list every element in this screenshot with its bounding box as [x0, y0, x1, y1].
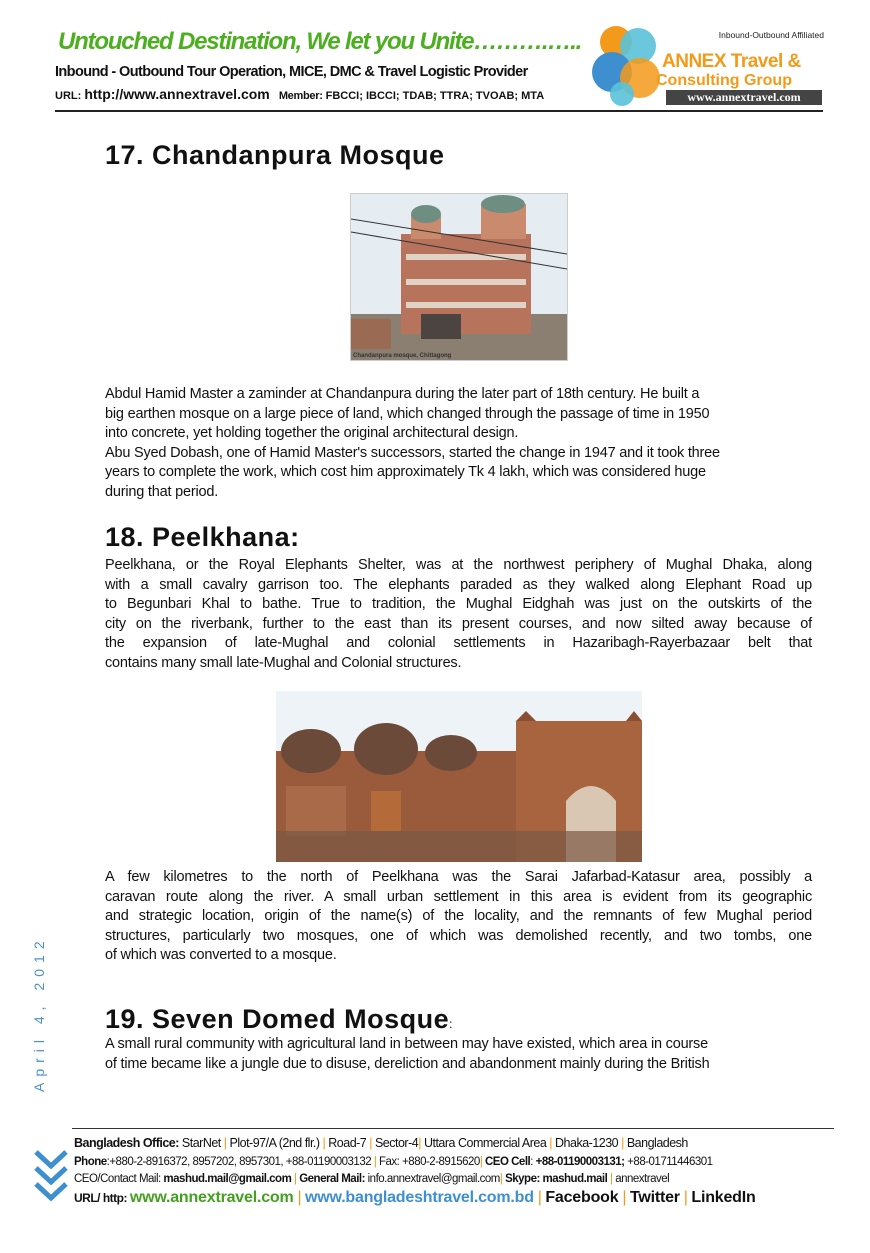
member-list: FBCCI; IBCCI; TDAB; TTRA; TVOAB; MTA: [325, 90, 545, 102]
office-label: Bangladesh Office:: [74, 1136, 179, 1150]
text-line: Peelkhana, or the Royal Elephants Shelter, was at the northwest periphery of Mughal Dhaka, along: [105, 557, 812, 573]
heading-seven-domed: [105, 1004, 453, 1035]
text-line: A small rural community with agricultural land in between may have existed, which area in course: [105, 1036, 708, 1052]
footer-link-facebook[interactable]: Facebook: [545, 1189, 619, 1206]
ruins-illustration: [276, 691, 642, 862]
header-tagline: Untouched Destination, We let you Unite……….…..: [58, 28, 582, 55]
chevron-down-icon: [32, 1146, 70, 1204]
ceo-cell-2: +88-01711446301: [627, 1156, 713, 1168]
phone-numbers: :+880-2-8916372, 8957202, 8957301, +88-01190003132: [106, 1156, 372, 1168]
annex-logo: [592, 20, 832, 110]
header-divider: [55, 110, 823, 112]
text-line: of which was converted to a mosque.: [105, 947, 337, 963]
office-part: Dhaka-1230: [555, 1136, 619, 1150]
logo-circles-icon: [592, 24, 667, 109]
footer-link-twitter[interactable]: Twitter: [629, 1189, 680, 1206]
office-part: Bangladesh: [626, 1136, 688, 1150]
office-part: Sector-4: [374, 1136, 419, 1150]
header-url-link[interactable]: http://www.annextravel.com: [84, 86, 270, 102]
mosque-illustration: [351, 194, 567, 360]
footer-office-line: Bangladesh Office: StarNet | Plot-97/A (2nd flr.) | Road-7 | Sector-4| Uttara Commercial Area | Dhaka-1230 | Bangladesh: [74, 1136, 688, 1150]
contact-label: CEO/Contact Mail:: [74, 1173, 164, 1185]
footer-phone-line: Phone:+880-2-8916372, 8957202, 8957301, +88-01190003132 | Fax: +880-2-8915620| CEO Cell: +88-01190003131; +88-01711446301: [74, 1156, 713, 1168]
text-line: Abdul Hamid Master a zaminder at Chandanpura during the later part of 18th century. He built a: [105, 386, 700, 402]
footer-link-annextravel[interactable]: www.annextravel.com: [129, 1189, 294, 1206]
office-part: Uttara Commercial Area: [423, 1136, 547, 1150]
peelkhana-ruins-photo: [276, 691, 642, 862]
ceo-cell-label: CEO Cell: [485, 1156, 531, 1168]
footer-links-line: URL/ http: www.annextravel.com | www.bangladeshtravel.com.bd | Facebook | Twitter | LinkedIn: [74, 1189, 756, 1206]
footer-divider: [72, 1128, 834, 1129]
text-line: contains many small late-Mughal and Colonial structures.: [105, 654, 462, 671]
text-line: A few kilometres to the north of Peelkhana was the Sarai Jafarbad-Katasur area, possibly a: [105, 869, 812, 885]
photo-caption: Chandanpura mosque, Chittagong: [353, 353, 452, 359]
skype-label: Skype:: [505, 1173, 540, 1185]
url-label: URL:: [55, 90, 82, 102]
heading-peelkhana: 18. Peelkhana:: [105, 522, 300, 552]
seven-domed-paragraph: [105, 1035, 812, 1074]
text-line: and strategic location, origin of the name(s) of the locality, and the remnants of few Mughal period: [105, 908, 812, 924]
chandanpura-mosque-photo: [350, 193, 568, 361]
text-line: big earthen mosque on a large piece of land, which changed through the passage of time in 1950: [105, 405, 710, 422]
heading-text: 19. Seven Domed Mosque: [105, 1004, 450, 1034]
phone-label: Phone: [74, 1156, 107, 1168]
heading-suffix: :: [449, 1017, 453, 1031]
footer-link-linkedin[interactable]: LinkedIn: [691, 1189, 756, 1206]
text-line: with a small cavalry garrison too. The elephants paraded as they walked along Elephant Road up: [105, 576, 812, 593]
heading-chandanpura: 17. Chandanpura Mosque: [105, 140, 445, 170]
footer-url-label: URL/ http:: [74, 1191, 127, 1205]
office-part: Road-7: [328, 1136, 367, 1150]
text-line: city on the riverbank, further to the east than its present courses, and now silted away because of: [105, 615, 812, 632]
general-mail-label: General Mail:: [299, 1173, 365, 1185]
skype-id-2[interactable]: annextravel: [615, 1173, 670, 1185]
text-line: of time became like a jungle due to disuse, dereliction and abandonment mainly during the British: [105, 1055, 710, 1072]
text-line: Abu Syed Dobash, one of Hamid Master's successors, started the change in 1947 and it took three: [105, 444, 720, 461]
general-mail-link[interactable]: info.annextravel@gmail.com: [367, 1173, 500, 1185]
office-part: StarNet: [181, 1136, 221, 1150]
text-line: structures, particularly two mosques, one of which was demolished recently, and two tombs, one: [105, 927, 812, 944]
contact-mail-link[interactable]: mashud.mail@gmail.com: [163, 1173, 292, 1185]
skype-id[interactable]: mashud.mail: [542, 1173, 608, 1185]
office-part: Plot-97/A (2nd flr.): [229, 1136, 320, 1150]
fax-number: Fax: +880-2-8915620: [379, 1156, 480, 1168]
logo-name-line2: Consulting Group: [656, 72, 792, 89]
peelkhana-paragraph: [105, 556, 812, 673]
side-date: April 4, 2012: [31, 935, 47, 1092]
text-line: to Begunbari Khal to bathe. True to tradition, the Mughal Eidghah was just on the outskirts of the: [105, 596, 812, 612]
jafarbad-paragraph: [105, 868, 812, 966]
member-label: Member:: [278, 90, 323, 102]
text-line: the expansion of late-Mughal and colonial settlements in Hazaribagh-Rayerbazaar belt that: [105, 635, 812, 651]
footer-mail-line: CEO/Contact Mail: mashud.mail@gmail.com | General Mail: info.annextravel@gmail.com| Skype: mashud.mail | annextravel: [74, 1173, 670, 1185]
footer-link-bangladeshtravel[interactable]: www.bangladeshtravel.com.bd: [305, 1189, 534, 1206]
ceo-cell: +88-01190003131;: [535, 1156, 625, 1168]
header-subtitle: Inbound - Outbound Tour Operation, MICE, DMC & Travel Logistic Provider: [55, 64, 528, 80]
logo-affiliation: Inbound-Outbound Affiliated: [718, 30, 824, 40]
header-url-line: [55, 86, 544, 102]
text-line: caravan route along the river. A small urban settlement in this area is evident from its geographic: [105, 888, 812, 905]
text-line: years to complete the work, which cost him approximately Tk 4 lakh, which was considered huge: [105, 464, 706, 480]
logo-name-line1: ANNEX Travel &: [662, 51, 801, 72]
logo-website[interactable]: www.annextravel.com: [666, 90, 822, 105]
text-line: during that period.: [105, 483, 219, 500]
chandanpura-paragraph: [105, 385, 812, 502]
text-line: into concrete, yet holding together the original architectural design.: [105, 425, 519, 441]
